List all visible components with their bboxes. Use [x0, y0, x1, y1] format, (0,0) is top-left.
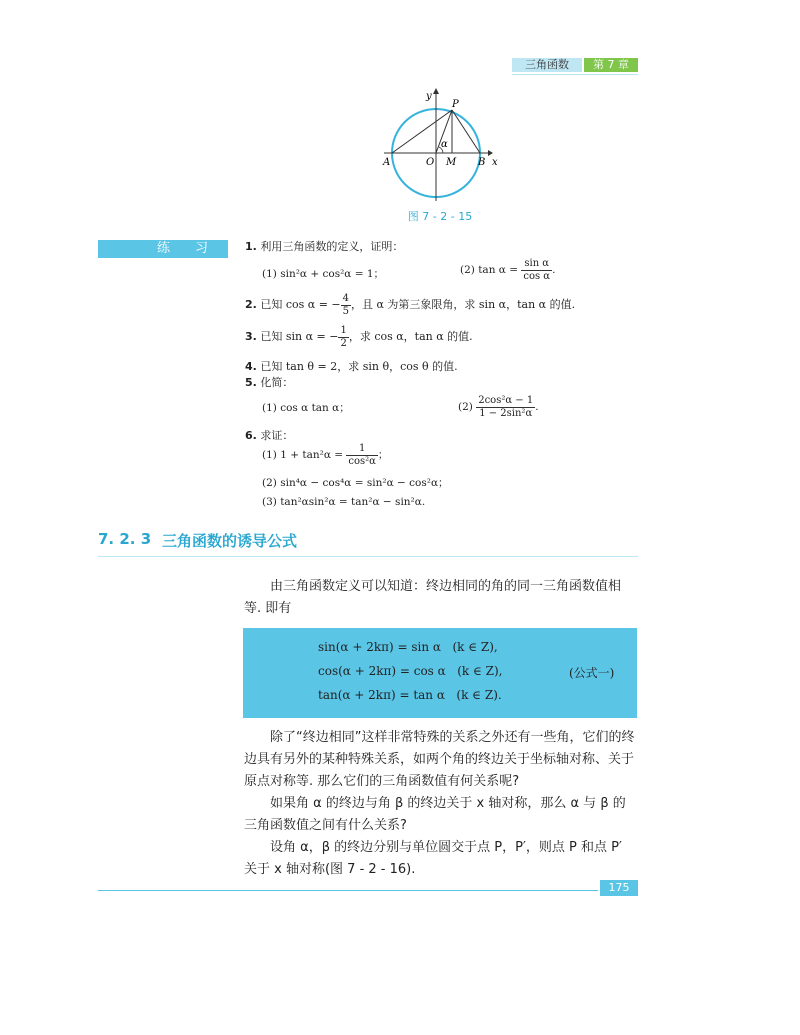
- section-title: 三角函数的诱导公式: [162, 532, 298, 550]
- section-rule: [98, 556, 638, 557]
- exercise-1-part-1: (1) sin²α + cos²α = 1；: [262, 268, 385, 280]
- paragraph-1: 除了“终边相同”这样非常特殊的关系之外还有一些角，它们的终边具有另外的某种特殊关系，如两个角的终边关于坐标轴对称、关于原点对称等. 那么它们的三角函数值有何关系呢?: [244, 730, 635, 789]
- page-number: 175: [600, 880, 638, 896]
- exercise-title: 练 习: [156, 241, 214, 256]
- exercise-item-6: 6. 求证：: [245, 429, 294, 442]
- paragraph-3: 设角 α，β 的终边分别与单位圆交于点 P，P′，则点 P 和点 P′ 关于 x 轴对称(图 7 - 2 - 16).: [244, 840, 622, 877]
- label-M: M: [446, 157, 457, 168]
- y-axis-arrow: [433, 88, 439, 94]
- label-y: y: [426, 91, 432, 102]
- chapter-number: 第 7 章: [584, 58, 638, 72]
- exercise-item-5: 5. 化简：: [245, 376, 294, 389]
- header-rule: [512, 74, 638, 75]
- label-x: x: [492, 157, 498, 168]
- intro-paragraph: 由三角函数定义可以知道：终边相同的角的同一三角函数值相等. 即有: [244, 579, 622, 616]
- exercise-5-part-2: (2) $\frac{\text{2cos²α − 1}}{\text{1 − 2sin²α}}$ .: [458, 395, 539, 419]
- label-alpha: α: [441, 139, 448, 150]
- figure-caption: 图 7 - 2 - 15: [407, 210, 473, 223]
- chapter-name: 三角函数: [512, 58, 582, 72]
- exercise-6-part-1: (1) 1 + tan²α = $\frac{1}{\text{cos²α}}$ ；: [262, 443, 389, 467]
- unit-circle-figure: [380, 85, 510, 205]
- exercise-1-part-2: (2) tan α = $\frac{\text{sin α}}{\text{cos α}}$ .: [460, 258, 556, 282]
- section-heading: [98, 530, 638, 552]
- label-B: B: [478, 157, 486, 168]
- label-P: P: [452, 99, 459, 110]
- label-A: A: [383, 157, 391, 168]
- formula-line-3: tan(α + 2kπ) = tan α (k ∈ Z).: [318, 688, 502, 702]
- formula-label: (公式一): [569, 666, 615, 680]
- exercise-item-2: 2. 已知 cos α = − $\frac{4}{5}$ ，且 α 为第三象限角，求 sin α，tan α 的值.: [245, 293, 576, 317]
- formula-line-1: sin(α + 2kπ) = sin α (k ∈ Z),: [318, 640, 498, 654]
- x-axis-arrow: [488, 150, 493, 156]
- footer-rule: [98, 890, 598, 891]
- paragraph-2: 如果角 α 的终边与角 β 的终边关于 x 轴对称，那么 α 与 β 的三角函数值之间有什么关系?: [244, 796, 626, 833]
- exercise-item-1: 1. 利用三角函数的定义，证明：: [245, 240, 404, 253]
- exercise-item-3: 3. 已知 sin α = − $\frac{1}{2}$ ，求 cos α，tan α 的值.: [245, 325, 473, 349]
- label-O: O: [426, 157, 435, 168]
- exercise-banner: [98, 240, 228, 258]
- exercise-item-4: 4. 已知 tan θ = 2，求 sin θ，cos θ 的值.: [245, 360, 458, 373]
- segment-PB: [452, 110, 480, 153]
- exercise-6-part-2: (2) sin⁴α − cos⁴α = sin²α − cos²α；: [262, 477, 449, 489]
- formula-box: [243, 628, 637, 718]
- exercise-5-part-1: (1) cos α tan α；: [262, 402, 350, 414]
- formula-line-2: cos(α + 2kπ) = cos α (k ∈ Z),: [318, 664, 503, 678]
- section-number: 7. 2. 3: [98, 530, 152, 548]
- running-header: [512, 58, 638, 72]
- exercise-6-part-3: (3) tan²αsin²α = tan²α − sin²α.: [262, 496, 426, 508]
